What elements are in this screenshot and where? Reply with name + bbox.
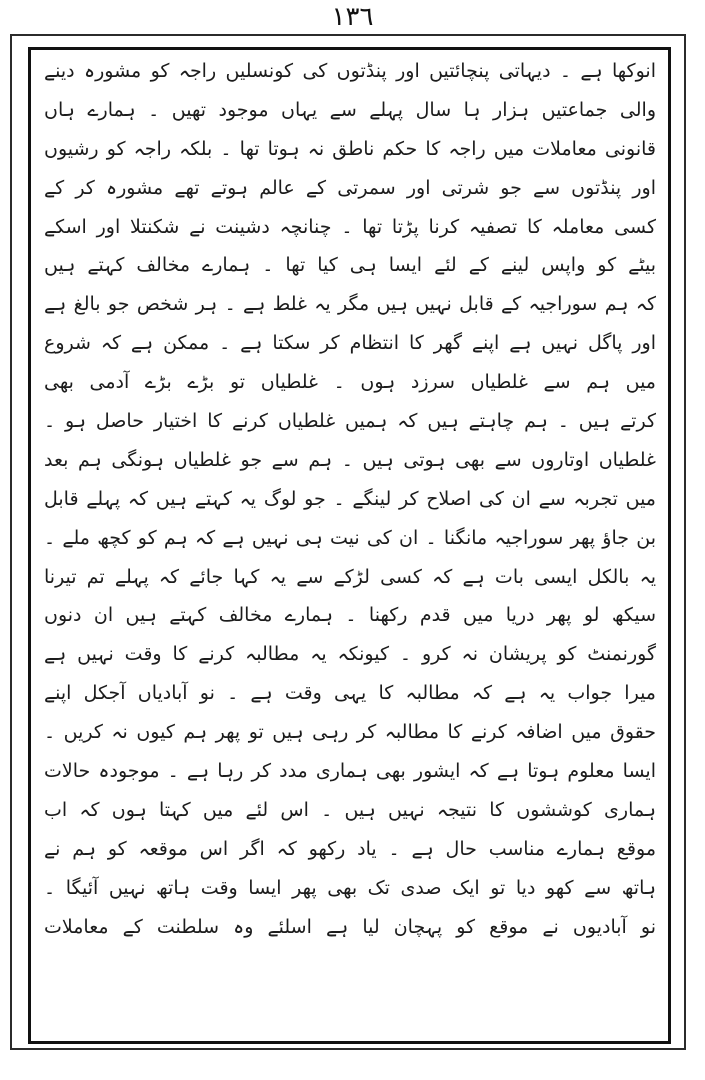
text-line: گورنمنٹ کو پریشان نہ کرو ۔ کیونکہ یہ مطالبہ کرنے کا وقت نہیں ہے (44, 643, 656, 666)
text-line: ہاتھ سے کھو دیا تو ایک صدی تک بھی پھر ایسا وقت ہاتھ نہیں آئیگا ۔ (44, 876, 656, 899)
text-line: حقوق میں اضافہ کرنے کا مطالبہ کر رہی ہیں تو پھر ہم کیوں نہ کریں ۔ (44, 721, 656, 744)
text-line: بیٹے کو واپس لینے کے لئے ایسا ہی کیا تھا ۔ ہمارے مخالف کہتے ہیں (44, 254, 656, 277)
text-line: میرا جواب یہ ہے کہ مطالبہ کا یہی وقت ہے ۔ نو آبادیاں آجکل اپنے (44, 682, 656, 705)
text-line: اور پاگل نہیں ہے اپنے گھر کا انتظام کر سکتا ہے ۔ ممکن ہے کہ شروع (44, 332, 656, 355)
text-line: غلطیاں اوتاروں سے بھی ہوتی ہیں ۔ ہم سے جو غلطیاں ہونگی ہم بعد (44, 448, 656, 471)
text-line: یہ بالکل ایسی بات ہے کہ کسی لڑکے سے یہ کہا جائے کہ پہلے تم تیرنا (44, 565, 656, 588)
body-text (44, 52, 656, 946)
text-line: بن جاؤ پھر سوراجیہ مانگنا ۔ ان کی نیت ہی نہیں ہے کہ ہم کو کچھ ملے ۔ (44, 526, 656, 549)
text-line: ایسا معلوم ہوتا ہے کہ ایشور بھی ہماری مدد کر رہا ہے ۔ موجودہ حالات (44, 760, 656, 783)
text-line: ہماری کوششوں کا نتیجہ نہیں ہیں ۔ اس لئے میں کہتا ہوں کہ اب (44, 798, 656, 821)
page-number: ١٣٦ (331, 2, 374, 32)
text-line: سیکھ لو پھر دریا میں قدم رکھنا ۔ ہمارے مخالف کہتے ہیں ان دنوں (44, 604, 656, 627)
text-line: موقع ہمارے مناسب حال ہے ۔ یاد رکھو کہ اگر اس موقعہ کو ہم نے (44, 837, 656, 860)
text-line: میں ہم سے غلطیاں سرزد ہوں ۔ غلطیاں تو بڑے بڑے آدمی بھی (44, 371, 656, 394)
text-line: میں تجربہ سے ان کی اصلاح کر لینگے ۔ جو لوگ یہ کہتے ہیں کہ پہلے قابل (44, 487, 656, 510)
text-line: اور پنڈتوں سے جو شرتی اور سمرتی کے عالم ہوتے تھے مشورہ کر کے (44, 176, 656, 199)
text-line: نو آبادیوں نے موقع کو پہچان لیا ہے اسلئے وہ سلطنت کے معاملات (44, 915, 656, 938)
text-line: والی جماعتیں ہزار ہا سال پہلے سے یہاں موجود تھیں ۔ ہمارے ہاں (44, 98, 656, 121)
text-line: قانونی معاملات میں راجہ کا حکم ناطق نہ ہوتا تھا ۔ بلکہ راجہ کو رشیوں (44, 137, 656, 160)
text-line: کہ ہم سوراجیہ کے قابل نہیں ہیں مگر یہ غلط ہے ۔ ہر شخص جو بالغ ہے (44, 293, 656, 316)
text-line: کرتے ہیں ۔ ہم چاہتے ہیں کہ ہمیں غلطیاں کرنے کا اختیار حاصل ہو ۔ (44, 410, 656, 433)
text-line: کسی معاملہ کا تصفیہ کرنا پڑتا تھا ۔ چنانچہ دشینت نے شکنتلا اور اسکے (44, 215, 656, 238)
text-line: انوکھا ہے ۔ دیہاتی پنچائتیں اور پنڈتوں کی کونسلیں راجہ کو مشورہ دینے (44, 60, 656, 82)
